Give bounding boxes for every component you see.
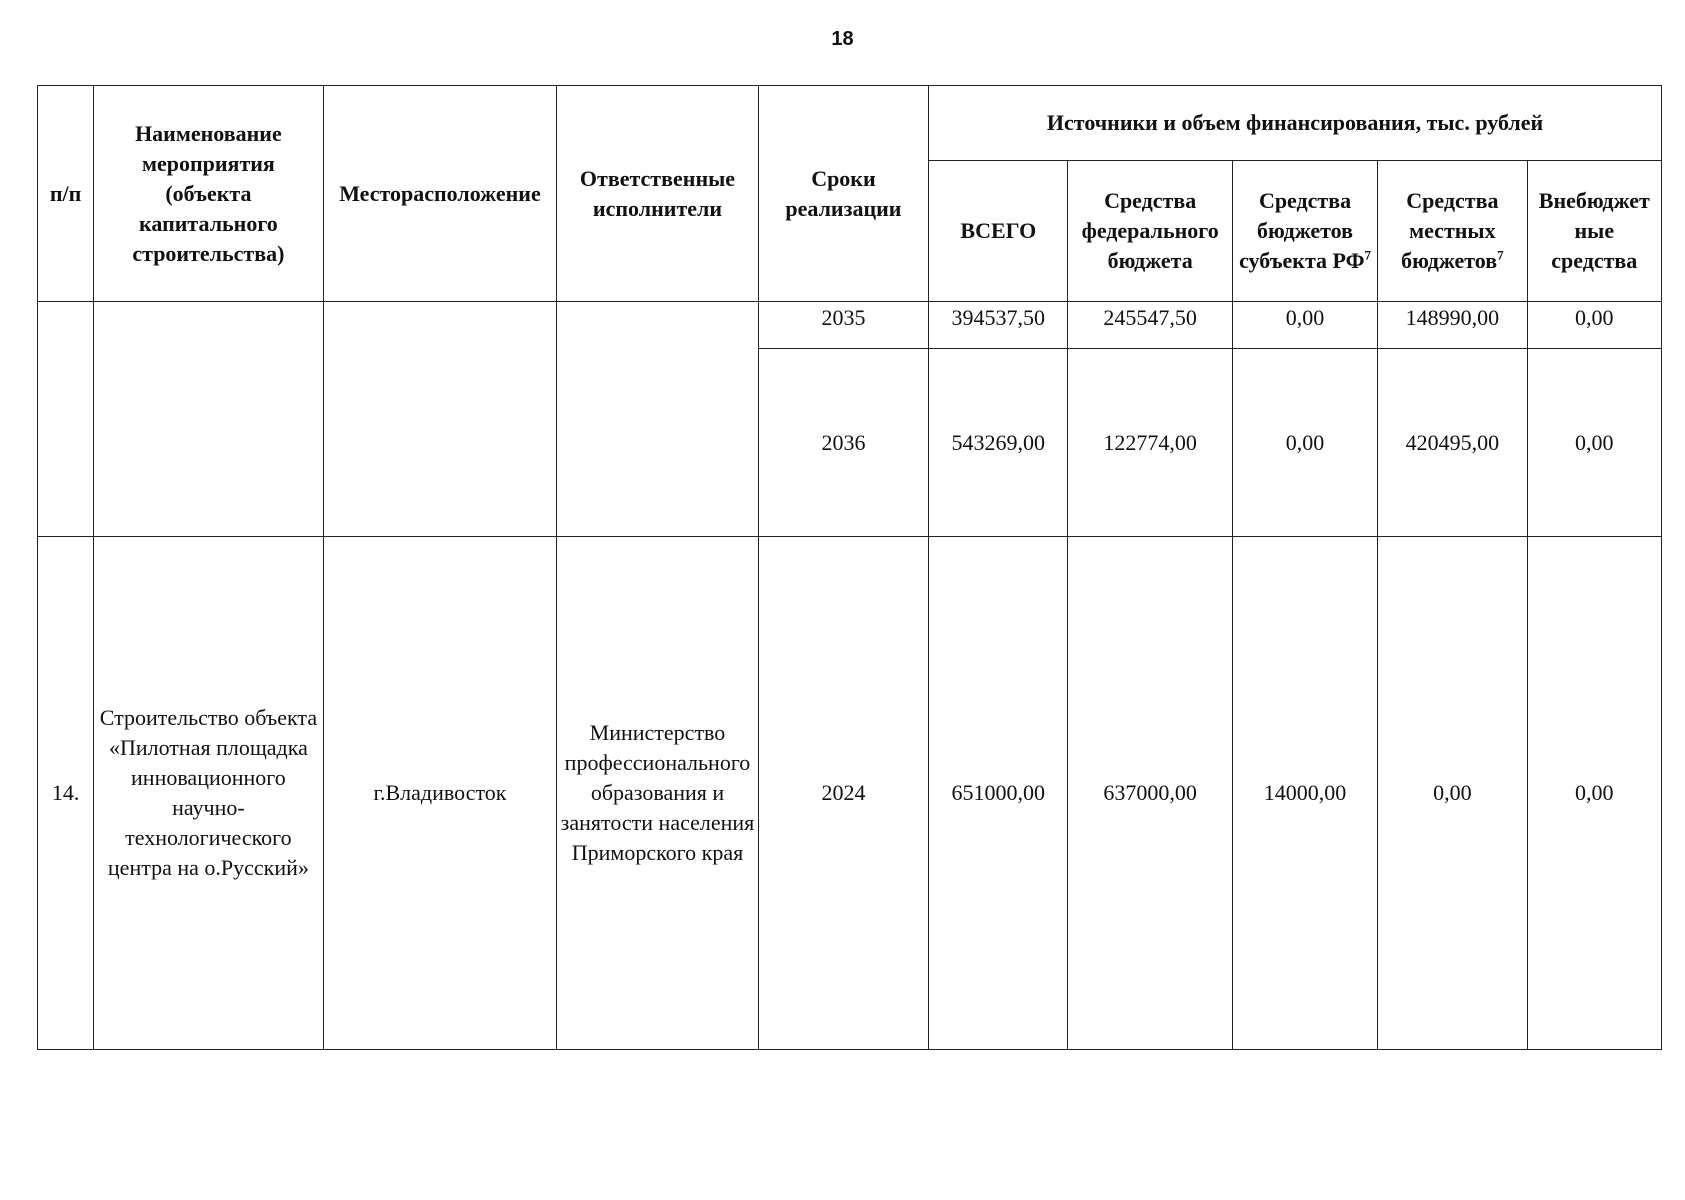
- cell-federal: 637000,00: [1068, 537, 1232, 1050]
- page-number: 18: [831, 28, 854, 50]
- cell-local: 148990,00: [1378, 302, 1527, 349]
- header-location: Месторасположение: [323, 86, 557, 302]
- cell-extra: 0,00: [1527, 302, 1661, 349]
- cell-extra: 0,00: [1527, 537, 1661, 1050]
- cell-federal: 245547,50: [1068, 302, 1232, 349]
- cell-total: 394537,50: [929, 302, 1068, 349]
- cell-name: Строительство объекта «Пилотная площадка инновационного научно-технологического центра на о.Русский»: [94, 537, 324, 1050]
- header-regional: [1232, 161, 1377, 302]
- cell-total: 543269,00: [929, 349, 1068, 537]
- header-sources: Источники и объем финансирования, тыс. рублей: [929, 86, 1662, 161]
- table-row: [38, 537, 1662, 1050]
- header-federal: Средства федерального бюджета: [1068, 161, 1232, 302]
- cell-responsible: Министерство профессионального образования и занятости населения Приморского края: [557, 537, 758, 1050]
- header-total: ВСЕГО: [929, 161, 1068, 302]
- cell-federal: 122774,00: [1068, 349, 1232, 537]
- header-local-label: Средства местных бюджетов: [1401, 188, 1499, 273]
- header-local: [1378, 161, 1527, 302]
- header-local-footnote: 7: [1497, 247, 1504, 263]
- header-regional-label: Средства бюджетов субъекта РФ: [1239, 188, 1365, 273]
- cell-regional: 14000,00: [1232, 537, 1377, 1050]
- cell-num-empty: [38, 302, 94, 537]
- cell-extra: 0,00: [1527, 349, 1661, 537]
- cell-location: г.Владивосток: [323, 537, 557, 1050]
- cell-num: 14.: [38, 537, 94, 1050]
- cell-name-empty: [94, 302, 324, 537]
- cell-regional: 0,00: [1232, 349, 1377, 537]
- table-row: [38, 302, 1662, 349]
- header-responsible: Ответственные исполнители: [557, 86, 758, 302]
- header-name: Наименование мероприятия (объекта капитального строительства): [94, 86, 324, 302]
- cell-total: 651000,00: [929, 537, 1068, 1050]
- header-regional-footnote: 7: [1364, 247, 1371, 263]
- financing-table: [37, 85, 1662, 1050]
- cell-year: 2036: [758, 349, 928, 537]
- cell-regional: 0,00: [1232, 302, 1377, 349]
- header-extra: Внебюджет ные средства: [1527, 161, 1661, 302]
- cell-year: 2024: [758, 537, 928, 1050]
- cell-local: 420495,00: [1378, 349, 1527, 537]
- cell-local: 0,00: [1378, 537, 1527, 1050]
- cell-year: 2035: [758, 302, 928, 349]
- header-num: п/п: [38, 86, 94, 302]
- cell-responsible-empty: [557, 302, 758, 537]
- cell-location-empty: [323, 302, 557, 537]
- header-period: Сроки реализации: [758, 86, 928, 302]
